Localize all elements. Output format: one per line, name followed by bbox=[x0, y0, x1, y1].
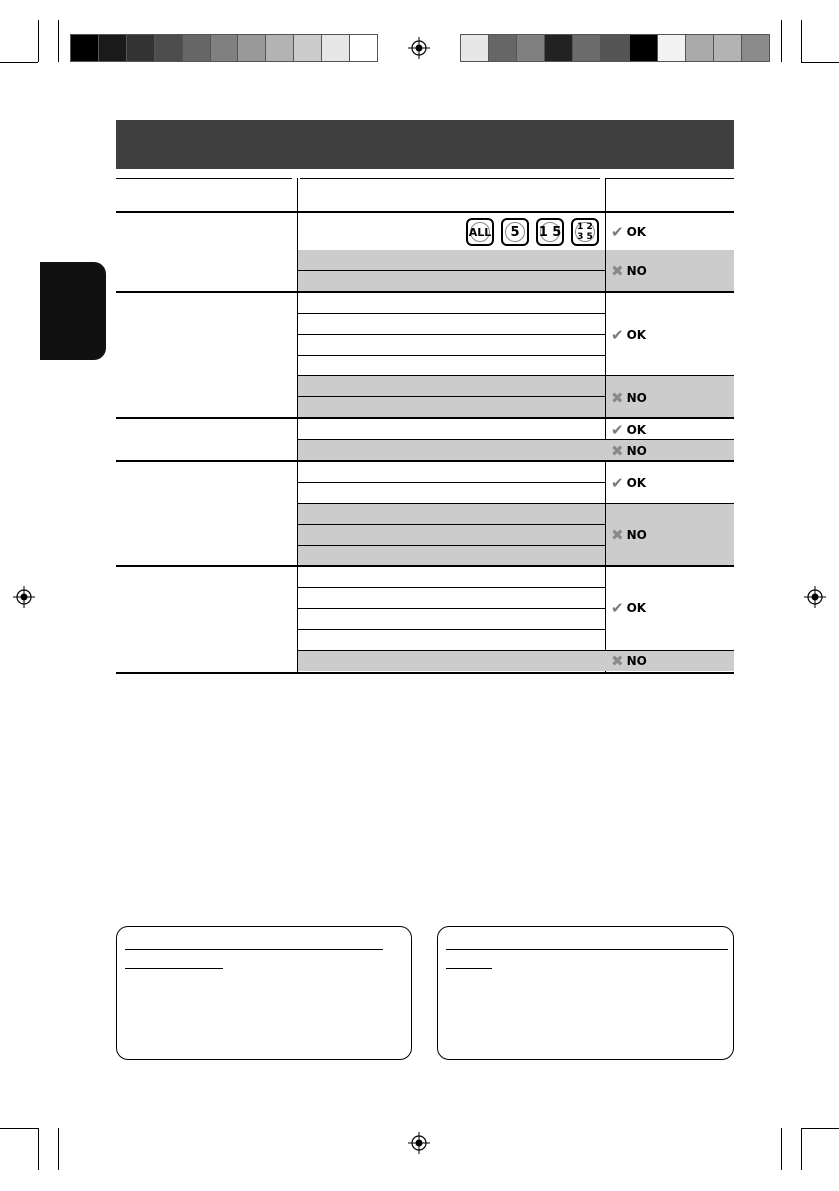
crop-mark bbox=[38, 20, 39, 62]
table-row bbox=[298, 271, 605, 291]
table-row bbox=[298, 504, 605, 524]
registration-mark-icon bbox=[13, 586, 35, 608]
color-swatch bbox=[601, 35, 629, 61]
ok-badge: ✔ OK bbox=[611, 223, 647, 241]
ok-badge: ✔ OK bbox=[611, 474, 647, 492]
check-icon: ✔ bbox=[611, 599, 624, 617]
cross-icon: ✖ bbox=[611, 389, 624, 407]
color-swatch bbox=[517, 35, 545, 61]
crop-mark bbox=[781, 1128, 782, 1170]
region-15-icon: 1 5 bbox=[536, 218, 564, 246]
color-swatch bbox=[294, 35, 322, 61]
color-swatch bbox=[489, 35, 517, 61]
color-swatch bbox=[211, 35, 239, 61]
no-badge: ✖ NO bbox=[611, 442, 647, 460]
color-swatch bbox=[573, 35, 601, 61]
color-swatch bbox=[630, 35, 658, 61]
color-swatch bbox=[183, 35, 211, 61]
crop-mark bbox=[58, 20, 59, 62]
crop-mark bbox=[38, 1128, 39, 1170]
no-badge: ✖ NO bbox=[611, 262, 647, 280]
no-badge: ✖ NO bbox=[611, 652, 647, 670]
crop-mark bbox=[58, 1128, 59, 1170]
crop-mark bbox=[781, 20, 782, 62]
crop-mark bbox=[801, 1128, 802, 1170]
check-icon: ✔ bbox=[611, 223, 624, 241]
color-swatch bbox=[99, 35, 127, 61]
no-badge: ✖ NO bbox=[611, 389, 647, 407]
region-multi-icon: 1 2 3 5 bbox=[571, 218, 599, 246]
crop-mark bbox=[801, 62, 839, 63]
color-swatch bbox=[322, 35, 350, 61]
color-swatch bbox=[658, 35, 686, 61]
note-box-left bbox=[116, 926, 412, 1060]
crop-mark bbox=[801, 20, 802, 62]
color-swatch bbox=[127, 35, 155, 61]
cross-icon: ✖ bbox=[611, 652, 624, 670]
registration-mark-icon bbox=[408, 1132, 430, 1154]
no-badge: ✖ NO bbox=[611, 526, 647, 544]
ok-badge: ✔ OK bbox=[611, 326, 647, 344]
cross-icon: ✖ bbox=[611, 526, 624, 544]
color-swatch bbox=[238, 35, 266, 61]
color-swatch bbox=[714, 35, 742, 61]
ok-badge: ✔ OK bbox=[611, 599, 647, 617]
crop-mark bbox=[0, 1128, 38, 1129]
color-swatch bbox=[71, 35, 99, 61]
region-5-icon: 5 bbox=[501, 218, 529, 246]
cross-icon: ✖ bbox=[611, 262, 624, 280]
table-row bbox=[298, 525, 605, 545]
table-row bbox=[298, 546, 605, 565]
crop-mark bbox=[0, 62, 38, 63]
cross-icon: ✖ bbox=[611, 442, 624, 460]
check-icon: ✔ bbox=[611, 326, 624, 344]
section-header-band bbox=[116, 120, 734, 169]
color-swatch bbox=[266, 35, 294, 61]
check-icon: ✔ bbox=[611, 421, 624, 439]
color-swatch bbox=[350, 35, 377, 61]
color-swatch bbox=[742, 35, 769, 61]
table-row bbox=[298, 376, 605, 396]
region-all-icon: ALL bbox=[466, 218, 494, 246]
registration-mark-icon bbox=[804, 586, 826, 608]
color-calibration-bar-right bbox=[460, 34, 770, 62]
table-row bbox=[298, 397, 605, 417]
color-swatch bbox=[461, 35, 489, 61]
registration-mark-icon bbox=[408, 37, 430, 59]
crop-mark bbox=[801, 1128, 839, 1129]
table-row bbox=[298, 250, 605, 270]
disc-compatibility-table bbox=[116, 178, 734, 674]
color-swatch bbox=[686, 35, 714, 61]
table-row bbox=[298, 651, 734, 671]
table-row bbox=[298, 440, 734, 460]
color-swatch bbox=[545, 35, 573, 61]
color-calibration-bar-left bbox=[70, 34, 378, 62]
ok-badge: ✔ OK bbox=[611, 421, 647, 439]
color-swatch bbox=[155, 35, 183, 61]
language-side-tab bbox=[40, 262, 106, 360]
check-icon: ✔ bbox=[611, 474, 624, 492]
note-box-right bbox=[437, 926, 734, 1060]
